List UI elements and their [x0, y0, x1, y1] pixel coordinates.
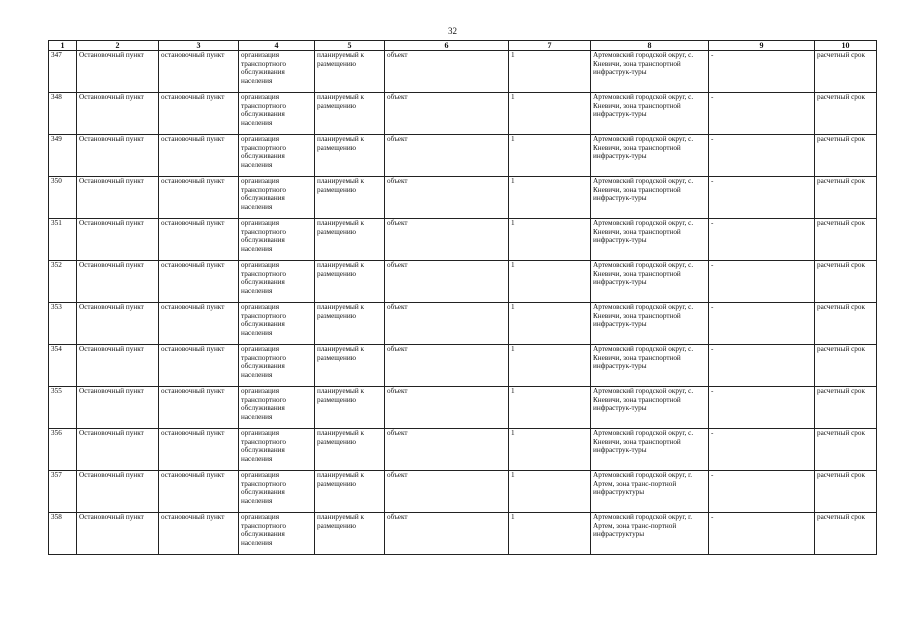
column-header: 1 — [49, 41, 77, 51]
object-zone: - — [709, 261, 815, 303]
column-header: 7 — [509, 41, 591, 51]
object-location: Артемовский городской округ, с. Кневичи, зона транспортной инфраструк-туры — [591, 177, 709, 219]
object-unit: объект — [385, 513, 509, 555]
object-location: Артемовский городской округ, с. Кневичи, зона транспортной инфраструк-туры — [591, 261, 709, 303]
object-zone: - — [709, 429, 815, 471]
column-header: 9 — [709, 41, 815, 51]
object-location: Артемовский городской округ, с. Кневичи, зона транспортной инфраструк-туры — [591, 429, 709, 471]
object-term: расчетный срок — [815, 513, 877, 555]
object-zone: - — [709, 177, 815, 219]
row-number: 350 — [49, 177, 77, 219]
table-row — [49, 219, 877, 261]
object-term: расчетный срок — [815, 429, 877, 471]
object-type: остановочный пункт — [159, 261, 239, 303]
object-term: расчетный срок — [815, 471, 877, 513]
object-zone: - — [709, 471, 815, 513]
column-header: 6 — [385, 41, 509, 51]
object-status: планируемый к размещению — [315, 513, 385, 555]
object-type: остановочный пункт — [159, 51, 239, 93]
object-status: планируемый к размещению — [315, 345, 385, 387]
object-unit: объект — [385, 93, 509, 135]
object-purpose: организация транспортного обслуживания населения — [239, 177, 315, 219]
object-name: Остановочный пункт — [77, 261, 159, 303]
table-row — [49, 93, 877, 135]
object-type: остановочный пункт — [159, 513, 239, 555]
object-type: остановочный пункт — [159, 177, 239, 219]
object-quantity: 1 — [509, 135, 591, 177]
object-quantity: 1 — [509, 303, 591, 345]
table-row — [49, 471, 877, 513]
object-term: расчетный срок — [815, 219, 877, 261]
object-name: Остановочный пункт — [77, 429, 159, 471]
table-row — [49, 261, 877, 303]
object-status: планируемый к размещению — [315, 471, 385, 513]
table-row — [49, 51, 877, 93]
object-term: расчетный срок — [815, 93, 877, 135]
object-term: расчетный срок — [815, 135, 877, 177]
object-status: планируемый к размещению — [315, 135, 385, 177]
object-status: планируемый к размещению — [315, 177, 385, 219]
column-header: 5 — [315, 41, 385, 51]
object-status: планируемый к размещению — [315, 261, 385, 303]
object-unit: объект — [385, 471, 509, 513]
object-name: Остановочный пункт — [77, 345, 159, 387]
page-number: 32 — [448, 26, 457, 36]
object-unit: объект — [385, 261, 509, 303]
object-status: планируемый к размещению — [315, 303, 385, 345]
object-location: Артемовский городской округ, с. Кневичи, зона транспортной инфраструк-туры — [591, 387, 709, 429]
object-purpose: организация транспортного обслуживания населения — [239, 513, 315, 555]
object-quantity: 1 — [509, 345, 591, 387]
object-purpose: организация транспортного обслуживания населения — [239, 345, 315, 387]
row-number: 358 — [49, 513, 77, 555]
row-number: 349 — [49, 135, 77, 177]
object-term: расчетный срок — [815, 303, 877, 345]
object-status: планируемый к размещению — [315, 387, 385, 429]
object-name: Остановочный пункт — [77, 93, 159, 135]
object-name: Остановочный пункт — [77, 135, 159, 177]
object-type: остановочный пункт — [159, 219, 239, 261]
object-zone: - — [709, 93, 815, 135]
object-purpose: организация транспортного обслуживания населения — [239, 261, 315, 303]
object-type: остановочный пункт — [159, 429, 239, 471]
column-header: 10 — [815, 41, 877, 51]
object-purpose: организация транспортного обслуживания населения — [239, 387, 315, 429]
object-quantity: 1 — [509, 387, 591, 429]
object-location: Артемовский городской округ, с. Кневичи, зона транспортной инфраструк-туры — [591, 219, 709, 261]
object-purpose: организация транспортного обслуживания населения — [239, 51, 315, 93]
row-number: 348 — [49, 93, 77, 135]
object-unit: объект — [385, 219, 509, 261]
object-zone: - — [709, 345, 815, 387]
object-purpose: организация транспортного обслуживания населения — [239, 219, 315, 261]
object-name: Остановочный пункт — [77, 177, 159, 219]
object-name: Остановочный пункт — [77, 387, 159, 429]
row-number: 351 — [49, 219, 77, 261]
object-status: планируемый к размещению — [315, 51, 385, 93]
object-name: Остановочный пункт — [77, 219, 159, 261]
table-body — [49, 51, 877, 555]
object-term: расчетный срок — [815, 261, 877, 303]
object-name: Остановочный пункт — [77, 471, 159, 513]
object-unit: объект — [385, 177, 509, 219]
object-purpose: организация транспортного обслуживания населения — [239, 135, 315, 177]
table-row — [49, 345, 877, 387]
object-term: расчетный срок — [815, 387, 877, 429]
table-row — [49, 177, 877, 219]
object-location: Артемовский городской округ, с. Кневичи, зона транспортной инфраструк-туры — [591, 303, 709, 345]
table-row — [49, 513, 877, 555]
object-location: Артемовский городской округ, г. Артем, зона транс-портной инфраструктуры — [591, 513, 709, 555]
object-quantity: 1 — [509, 429, 591, 471]
object-type: остановочный пункт — [159, 345, 239, 387]
object-location: Артемовский городской округ, с. Кневичи, зона транспортной инфраструк-туры — [591, 93, 709, 135]
object-term: расчетный срок — [815, 345, 877, 387]
object-zone: - — [709, 387, 815, 429]
object-quantity: 1 — [509, 219, 591, 261]
object-quantity: 1 — [509, 471, 591, 513]
object-unit: объект — [385, 387, 509, 429]
object-type: остановочный пункт — [159, 303, 239, 345]
table-row — [49, 303, 877, 345]
column-header: 8 — [591, 41, 709, 51]
object-unit: объект — [385, 51, 509, 93]
object-unit: объект — [385, 429, 509, 471]
object-type: остановочный пункт — [159, 93, 239, 135]
table-row — [49, 387, 877, 429]
row-number: 357 — [49, 471, 77, 513]
object-quantity: 1 — [509, 261, 591, 303]
object-purpose: организация транспортного обслуживания населения — [239, 471, 315, 513]
object-zone: - — [709, 51, 815, 93]
object-status: планируемый к размещению — [315, 93, 385, 135]
header-row — [49, 41, 877, 51]
object-location: Артемовский городской округ, г. Артем, зона транс-портной инфраструктуры — [591, 471, 709, 513]
object-term: расчетный срок — [815, 177, 877, 219]
object-zone: - — [709, 303, 815, 345]
column-header: 3 — [159, 41, 239, 51]
table-row — [49, 135, 877, 177]
row-number: 352 — [49, 261, 77, 303]
objects-table — [48, 40, 877, 555]
object-purpose: организация транспортного обслуживания населения — [239, 93, 315, 135]
row-number: 356 — [49, 429, 77, 471]
object-name: Остановочный пункт — [77, 513, 159, 555]
object-location: Артемовский городской округ, с. Кневичи, зона транспортной инфраструк-туры — [591, 345, 709, 387]
column-header: 2 — [77, 41, 159, 51]
row-number: 353 — [49, 303, 77, 345]
object-name: Остановочный пункт — [77, 303, 159, 345]
object-unit: объект — [385, 303, 509, 345]
object-type: остановочный пункт — [159, 135, 239, 177]
object-name: Остановочный пункт — [77, 51, 159, 93]
object-unit: объект — [385, 135, 509, 177]
object-purpose: организация транспортного обслуживания населения — [239, 303, 315, 345]
object-quantity: 1 — [509, 513, 591, 555]
object-term: расчетный срок — [815, 51, 877, 93]
object-location: Артемовский городской округ, с. Кневичи, зона транспортной инфраструк-туры — [591, 135, 709, 177]
object-purpose: организация транспортного обслуживания населения — [239, 429, 315, 471]
object-status: планируемый к размещению — [315, 429, 385, 471]
row-number: 355 — [49, 387, 77, 429]
row-number: 347 — [49, 51, 77, 93]
object-unit: объект — [385, 345, 509, 387]
object-status: планируемый к размещению — [315, 219, 385, 261]
object-quantity: 1 — [509, 51, 591, 93]
object-type: остановочный пункт — [159, 387, 239, 429]
object-zone: - — [709, 219, 815, 261]
object-quantity: 1 — [509, 93, 591, 135]
object-zone: - — [709, 135, 815, 177]
object-zone: - — [709, 513, 815, 555]
column-header: 4 — [239, 41, 315, 51]
object-quantity: 1 — [509, 177, 591, 219]
object-location: Артемовский городской округ, с. Кневичи, зона транспортной инфраструк-туры — [591, 51, 709, 93]
row-number: 354 — [49, 345, 77, 387]
object-type: остановочный пункт — [159, 471, 239, 513]
table-row — [49, 429, 877, 471]
